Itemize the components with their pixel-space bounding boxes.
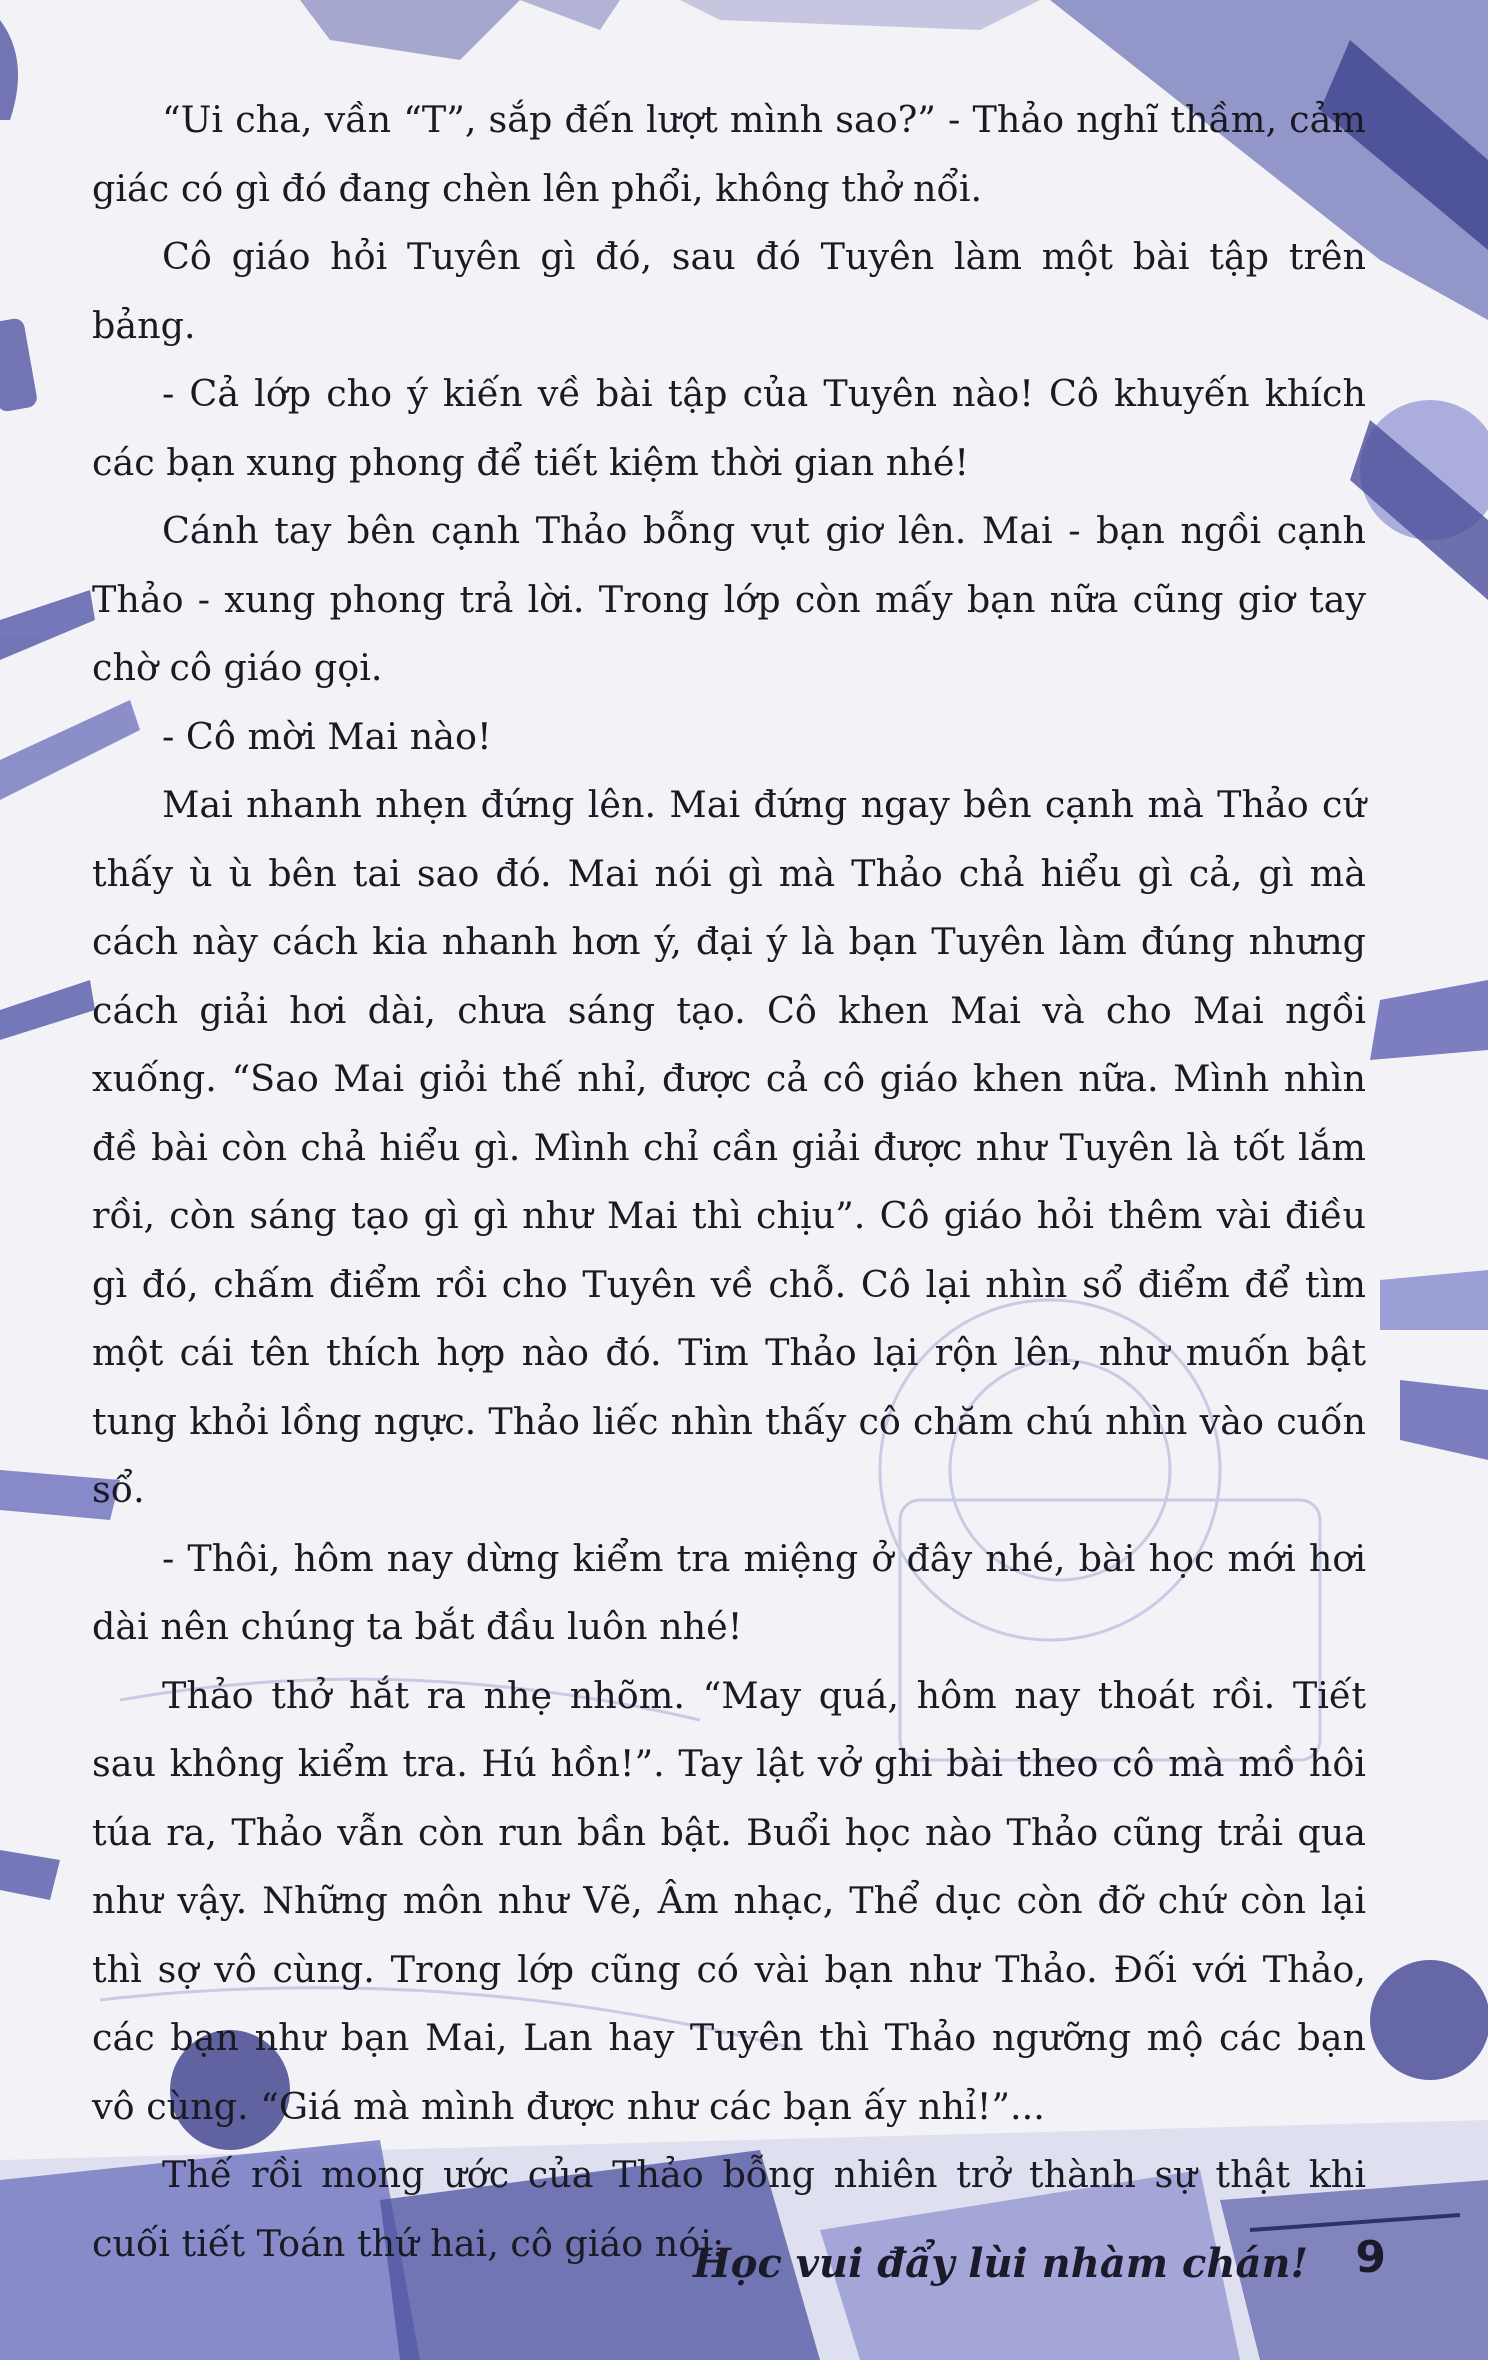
paragraph: - Cả lớp cho ý kiến về bài tập của Tuyên nào! Cô khuyến khích các bạn xung phong để tiết kiệm thời gian nhé! xyxy=(92,372,1366,484)
page-number: 9 xyxy=(1355,2232,1386,2283)
paragraph: Cô giáo hỏi Tuyên gì đó, sau đó Tuyên làm một bài tập trên bảng. xyxy=(92,235,1366,347)
story-text xyxy=(92,86,1366,2278)
paragraph: - Thôi, hôm nay dừng kiểm tra miệng ở đây nhé, bài học mới hơi dài nên chúng ta bắt đầu luôn nhé! xyxy=(92,1536,1366,1648)
paragraph: “Ui cha, vần “T”, sắp đến lượt mình sao?” - Thảo nghĩ thầm, cảm giác có gì đó đang chèn lên phổi, không thở nổi. xyxy=(92,98,1366,210)
footer-slogan: Học vui đẩy lùi nhàm chán! xyxy=(693,2240,1308,2287)
paragraph: Mai nhanh nhẹn đứng lên. Mai đứng ngay bên cạnh mà Thảo cứ thấy ù ù bên tai sao đó. Mai nói gì mà Thảo chả hiểu gì cả, gì mà cách này cách kia nhanh hơn ý, đại ý là bạn Tuyên làm đúng nhưng cách giải hơi dài, chưa sáng tạo. Cô khen Mai và cho Mai ngồi xuống. “Sao Mai giỏi thế nhỉ, được cả cô giáo khen nữa. Mình nhìn đề bài còn chả hiểu gì. Mình chỉ cần giải được như Tuyên là tốt lắm rồi, còn sáng tạo gì gì như Mai thì chịu”. Cô giáo hỏi thêm vài điều gì đó, chấm điểm rồi cho Tuyên về chỗ. Cô lại nhìn sổ điểm để tìm một cái tên thích hợp nào đó. Tim Thảo lại rộn lên, như muốn bật tung khỏi lồng ngực. Thảo liếc nhìn thấy cô chăm chú nhìn vào cuốn sổ. xyxy=(92,783,1366,1511)
paragraph: Cánh tay bên cạnh Thảo bỗng vụt giơ lên. Mai - bạn ngồi cạnh Thảo - xung phong trả lời. Trong lớp còn mấy bạn nữa cũng giơ tay chờ cô giáo gọi. xyxy=(92,509,1366,689)
paragraph: - Cô mời Mai nào! xyxy=(162,714,492,758)
paragraph: Thế rồi mong ước của Thảo bỗng nhiên trở thành sự thật khi cuối tiết Toán thứ hai, cô giáo nói: xyxy=(92,2153,1366,2265)
paragraph: Thảo thở hắt ra nhẹ nhõm. “May quá, hôm nay thoát rồi. Tiết sau không kiểm tra. Hú hồn!”. Tay lật vở ghi bài theo cô mà mồ hôi túa ra, Thảo vẫn còn run bần bật. Buổi học nào Thảo cũng trải qua như vậy. Những môn như Vẽ, Âm nhạc, Thể dục còn đỡ chứ còn lại thì sợ vô cùng. Trong lớp cũng có vài bạn như Thảo. Đối với Thảo, các bạn như bạn Mai, Lan hay Tuyên thì Thảo ngưỡng mộ các bạn vô cùng. “Giá mà mình được như các bạn ấy nhỉ!”... xyxy=(92,1673,1366,2128)
